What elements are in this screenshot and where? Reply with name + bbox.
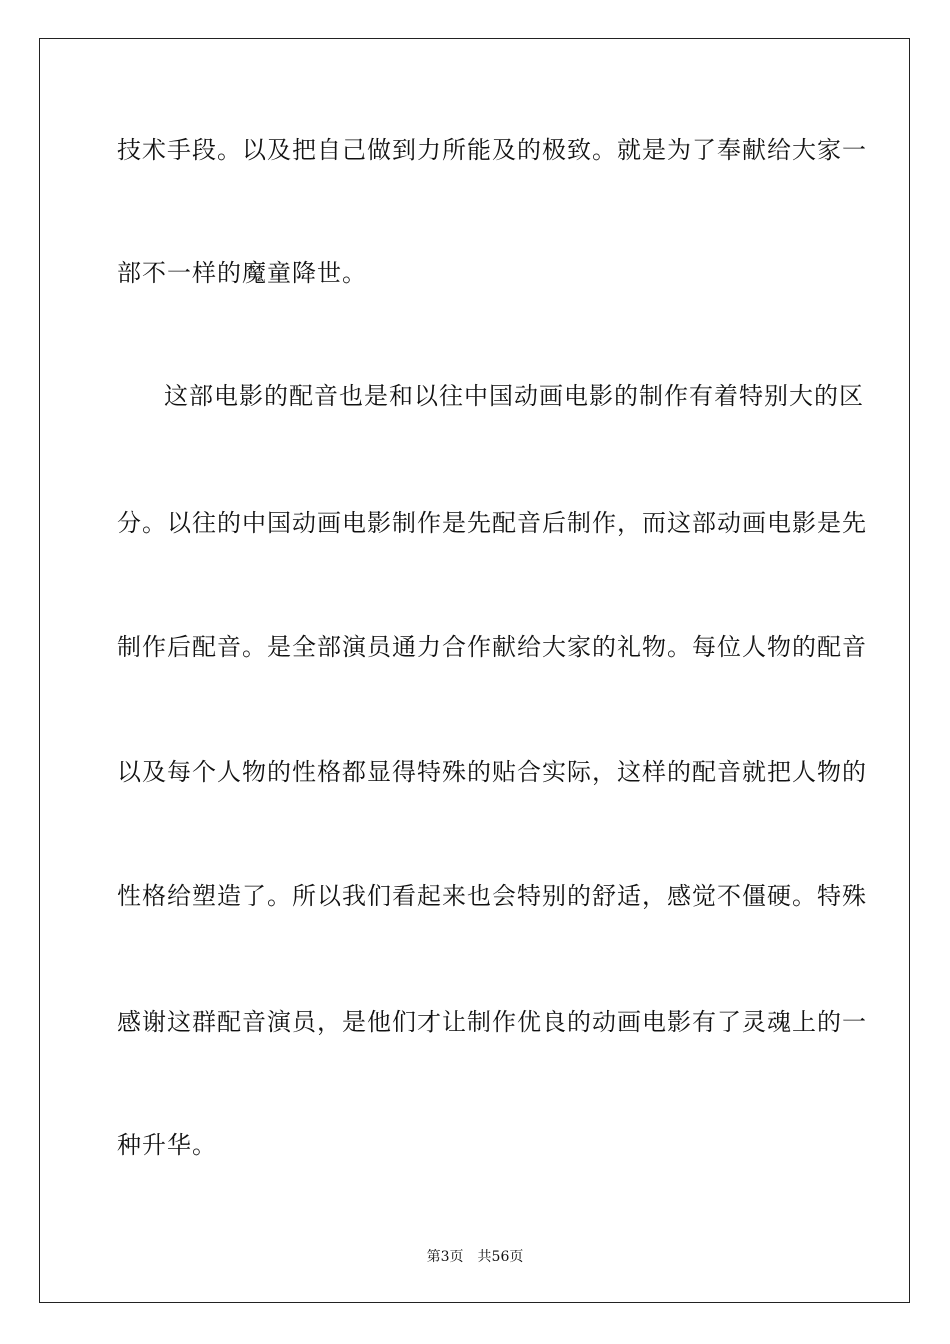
paragraph-line: 种升华。 (117, 1131, 217, 1159)
total-unit: 页 (509, 1249, 524, 1265)
paragraph-line: 这部电影的配音也是和以往中国动画电影的制作有着特别大的区 (164, 382, 864, 410)
paragraph-line: 部不一样的魔童降世。 (117, 259, 367, 287)
page-unit: 页 (449, 1249, 464, 1265)
page-number: 3 (440, 1249, 450, 1265)
paragraph-line: 技术手段。以及把自己做到力所能及的极致。就是为了奉献给大家一 (117, 136, 867, 164)
paragraph-line: 感谢这群配音演员，是他们才让制作优良的动画电影有了灵魂上的一 (117, 1008, 867, 1036)
paragraph-line: 以及每个人物的性格都显得特殊的贴合实际，这样的配音就把人物的 (117, 758, 867, 786)
page-footer (0, 1248, 950, 1266)
total-pages: 56 (491, 1249, 510, 1265)
paragraph-line: 制作后配音。是全部演员通力合作献给大家的礼物。每位人物的配音 (117, 633, 867, 661)
paragraph-line: 性格给塑造了。所以我们看起来也会特别的舒适，感觉不僵硬。特殊 (117, 882, 867, 910)
page-frame (39, 38, 910, 1303)
total-label: 共 (477, 1249, 492, 1265)
paragraph-line: 分。以往的中国动画电影制作是先配音后制作，而这部动画电影是先 (117, 509, 867, 537)
page-label: 第 (426, 1249, 441, 1265)
